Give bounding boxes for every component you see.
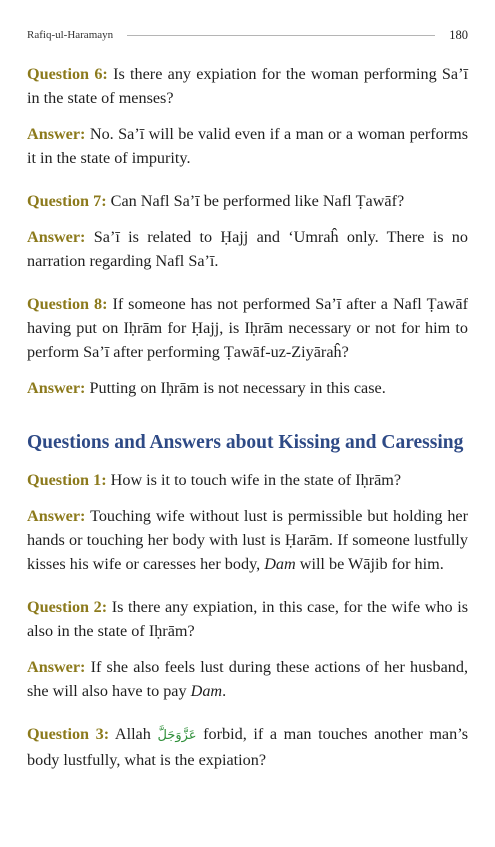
answer-label: Answer: (27, 658, 86, 676)
answer-text: Sa’ī is related to Ḥajj and ‘Umraĥ only. There is no narration regarding Nafl Sa’ī. (27, 228, 468, 270)
answer-text-end: will be Wājib for him. (299, 555, 444, 573)
question-text: Can Nafl Sa’ī be performed like Nafl Ṭawāf? (110, 192, 405, 210)
section-question-2 (27, 595, 468, 643)
book-title: Rafiq-ul-Haramayn (27, 29, 114, 41)
answer-8 (27, 376, 468, 400)
answer-label: Answer: (27, 125, 86, 143)
header-rule (127, 35, 435, 36)
answer-text: Putting on Iḥrām is not necessary in this case. (89, 379, 386, 397)
question-label: Question 6: (27, 65, 108, 83)
question-text: Allah (114, 725, 151, 743)
question-6 (27, 62, 468, 110)
answer-text: No. Sa’ī will be valid even if a man or a woman performs it in the state of impurity. (27, 125, 469, 167)
page-content (27, 62, 468, 772)
section-answer-2 (27, 655, 468, 703)
running-header (27, 27, 468, 43)
answer-7 (27, 225, 468, 273)
question-label: Question 8: (27, 295, 108, 313)
section-question-3 (27, 722, 468, 772)
question-label: Question 2: (27, 598, 108, 616)
page-number: 180 (449, 27, 468, 42)
question-text-end: forbid, if a man touches another man’s body lustfully, what is the expiation? (27, 725, 468, 769)
question-text: How is it to touch wife in the state of Iḥrām? (110, 471, 402, 489)
answer-label: Answer: (27, 379, 86, 397)
arabic-honorific: عَزَّوَجَلَّ (157, 728, 197, 743)
question-7 (27, 189, 468, 213)
question-text: Is there any expiation, in this case, for the wife who is also in the state of Iḥrām? (27, 598, 469, 640)
question-label: Question 1: (27, 471, 107, 489)
answer-text: If she also feels lust during these actions of her husband, she will also have to pay (27, 658, 468, 700)
question-8 (27, 292, 468, 364)
answer-emphasis: Dam (264, 555, 296, 573)
answer-text-end: . (222, 682, 227, 700)
question-label: Question 3: (27, 725, 110, 743)
section-answer-1 (27, 504, 468, 576)
section-heading: Questions and Answers about Kissing and Caressing (27, 432, 464, 453)
question-label: Question 7: (27, 192, 107, 210)
answer-text: Touching wife without lust is permissible but holding her hands or touching her body with lust is Ḥarām. If someone lustfully kisses his wife or caresses her body, (27, 507, 468, 573)
answer-label: Answer: (27, 507, 86, 525)
question-text: If someone has not performed Sa’ī after a Nafl Ṭawāf having put on Iḥrām for Ḥajj, is Iḥrām necessary or not for him to perform Sa’ī after performing Ṭawāf-uz-Ziyāraĥ? (27, 295, 468, 361)
answer-6 (27, 122, 468, 170)
answer-label: Answer: (27, 228, 86, 246)
section-question-1 (27, 468, 468, 492)
answer-emphasis: Dam (190, 682, 223, 700)
question-text: Is there any expiation for the woman performing Sa’ī in the state of menses? (27, 65, 468, 107)
